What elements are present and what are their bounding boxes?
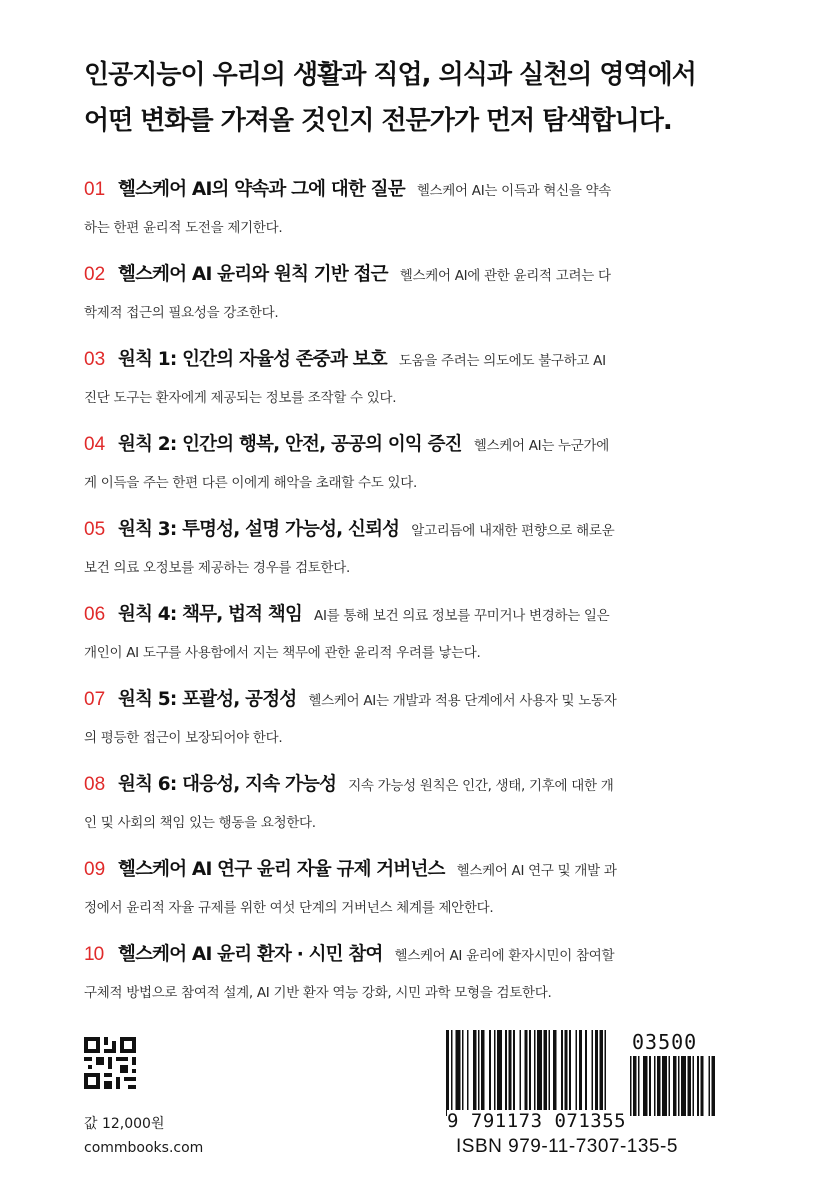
chapter-number: 08 [84, 774, 106, 795]
chapter-number: 02 [84, 264, 106, 285]
chapter-desc-cont: 구체적 방법으로 참여적 설계, AI 기반 환자 역능 강화, 시민 과학 모형을 검토한다. [84, 985, 552, 1001]
chapter-title: 헬스케어 AI의 약속과 그에 대한 질문 [118, 179, 405, 200]
price-block [84, 1112, 203, 1160]
barcode-addon: 03500 [632, 1030, 698, 1054]
chapter-number: 10 [84, 944, 104, 965]
chapter-item [84, 765, 734, 850]
chapter-desc: 헬스케어 AI 윤리에 환자시민이 참여할 [394, 948, 615, 964]
chapter-desc: 헬스케어 AI는 개발과 적용 단계에서 사용자 및 노동자 [308, 693, 617, 709]
chapter-desc: 도움을 주려는 의도에도 불구하고 AI [398, 353, 606, 369]
chapter-title: 원칙 5: 포괄성, 공정성 [118, 689, 297, 710]
chapter-desc-cont: 인 및 사회의 책임 있는 행동을 요청한다. [84, 815, 316, 831]
chapter-desc: 지속 가능성 원칙은 인간, 생태, 기후에 대한 개 [348, 778, 614, 794]
chapter-desc: 헬스케어 AI는 누군가에 [473, 438, 610, 454]
headline-line-2: 어떤 변화를 가져올 것인지 전문가가 먼저 탐색합니다. [84, 106, 672, 136]
chapter-desc-cont: 하는 한편 윤리적 도전을 제기한다. [84, 220, 283, 236]
chapter-number: 04 [84, 434, 106, 455]
barcode-digits: 9 791173 071355 [447, 1110, 630, 1132]
chapter-desc-cont: 개인이 AI 도구를 사용함에서 지는 책무에 관한 윤리적 우려를 낳는다. [84, 645, 481, 661]
headline [84, 52, 744, 144]
chapter-desc-cont: 학제적 접근의 필요성을 강조한다. [84, 305, 279, 321]
chapter-number: 07 [84, 689, 106, 710]
chapter-desc: 알고리듬에 내재한 편향으로 해로운 [411, 523, 615, 539]
chapter-title: 헬스케어 AI 윤리 환자 · 시민 참여 [118, 944, 383, 965]
chapter-desc-cont: 보건 의료 오정보를 제공하는 경우를 검토한다. [84, 560, 351, 576]
chapter-desc-cont: 의 평등한 접근이 보장되어야 한다. [84, 730, 283, 746]
chapter-item [84, 425, 734, 510]
chapter-item [84, 850, 734, 935]
chapter-item [84, 170, 734, 255]
chapter-desc: 헬스케어 AI는 이득과 혁신을 약속 [416, 183, 612, 199]
price: 값 12,000원 [84, 1116, 165, 1132]
chapter-desc-cont: 진단 도구는 환자에게 제공되는 정보를 조작할 수 있다. [84, 390, 397, 406]
chapter-number: 01 [84, 179, 106, 200]
chapter-title: 헬스케어 AI 연구 윤리 자율 규제 거버넌스 [118, 859, 445, 880]
chapter-item [84, 935, 734, 1020]
chapter-item [84, 510, 734, 595]
qr-code-icon[interactable] [84, 1037, 136, 1089]
chapter-title: 원칙 2: 인간의 행복, 안전, 공공의 이익 증진 [118, 434, 462, 455]
chapter-number: 03 [84, 349, 106, 370]
chapter-desc: 헬스케어 AI에 관한 윤리적 고려는 다 [399, 268, 611, 284]
chapter-title: 원칙 1: 인간의 자율성 존중과 보호 [118, 349, 387, 370]
chapter-desc: AI를 통해 보건 의료 정보를 꾸미거나 변경하는 일은 [314, 608, 610, 624]
chapter-number: 05 [84, 519, 106, 540]
chapter-item [84, 340, 734, 425]
website: commbooks.com [84, 1140, 204, 1156]
chapter-desc-cont: 게 이득을 주는 한편 다른 이에게 해악을 초래할 수도 있다. [84, 475, 417, 491]
chapter-desc: 헬스케어 AI 연구 및 개발 과 [456, 863, 617, 879]
chapter-number: 06 [84, 604, 106, 625]
chapter-item [84, 680, 734, 765]
chapter-title: 원칙 3: 투명성, 설명 가능성, 신뢰성 [118, 519, 400, 540]
chapter-item [84, 255, 734, 340]
chapter-title: 헬스케어 AI 윤리와 원칙 기반 접근 [118, 264, 388, 285]
chapter-title: 원칙 4: 책무, 법적 책임 [118, 604, 303, 625]
chapter-number: 09 [84, 859, 106, 880]
chapter-list [84, 170, 734, 1020]
headline-line-1: 인공지능이 우리의 생활과 직업, 의식과 실천의 영역에서 [84, 60, 696, 90]
chapter-desc-cont: 정에서 윤리적 자율 규제를 위한 여섯 단계의 거버넌스 체계를 제안한다. [84, 900, 494, 916]
chapter-item [84, 595, 734, 680]
chapter-title: 원칙 6: 대응성, 지속 가능성 [118, 774, 337, 795]
isbn: ISBN 979-11-7307-135-5 [456, 1136, 678, 1157]
